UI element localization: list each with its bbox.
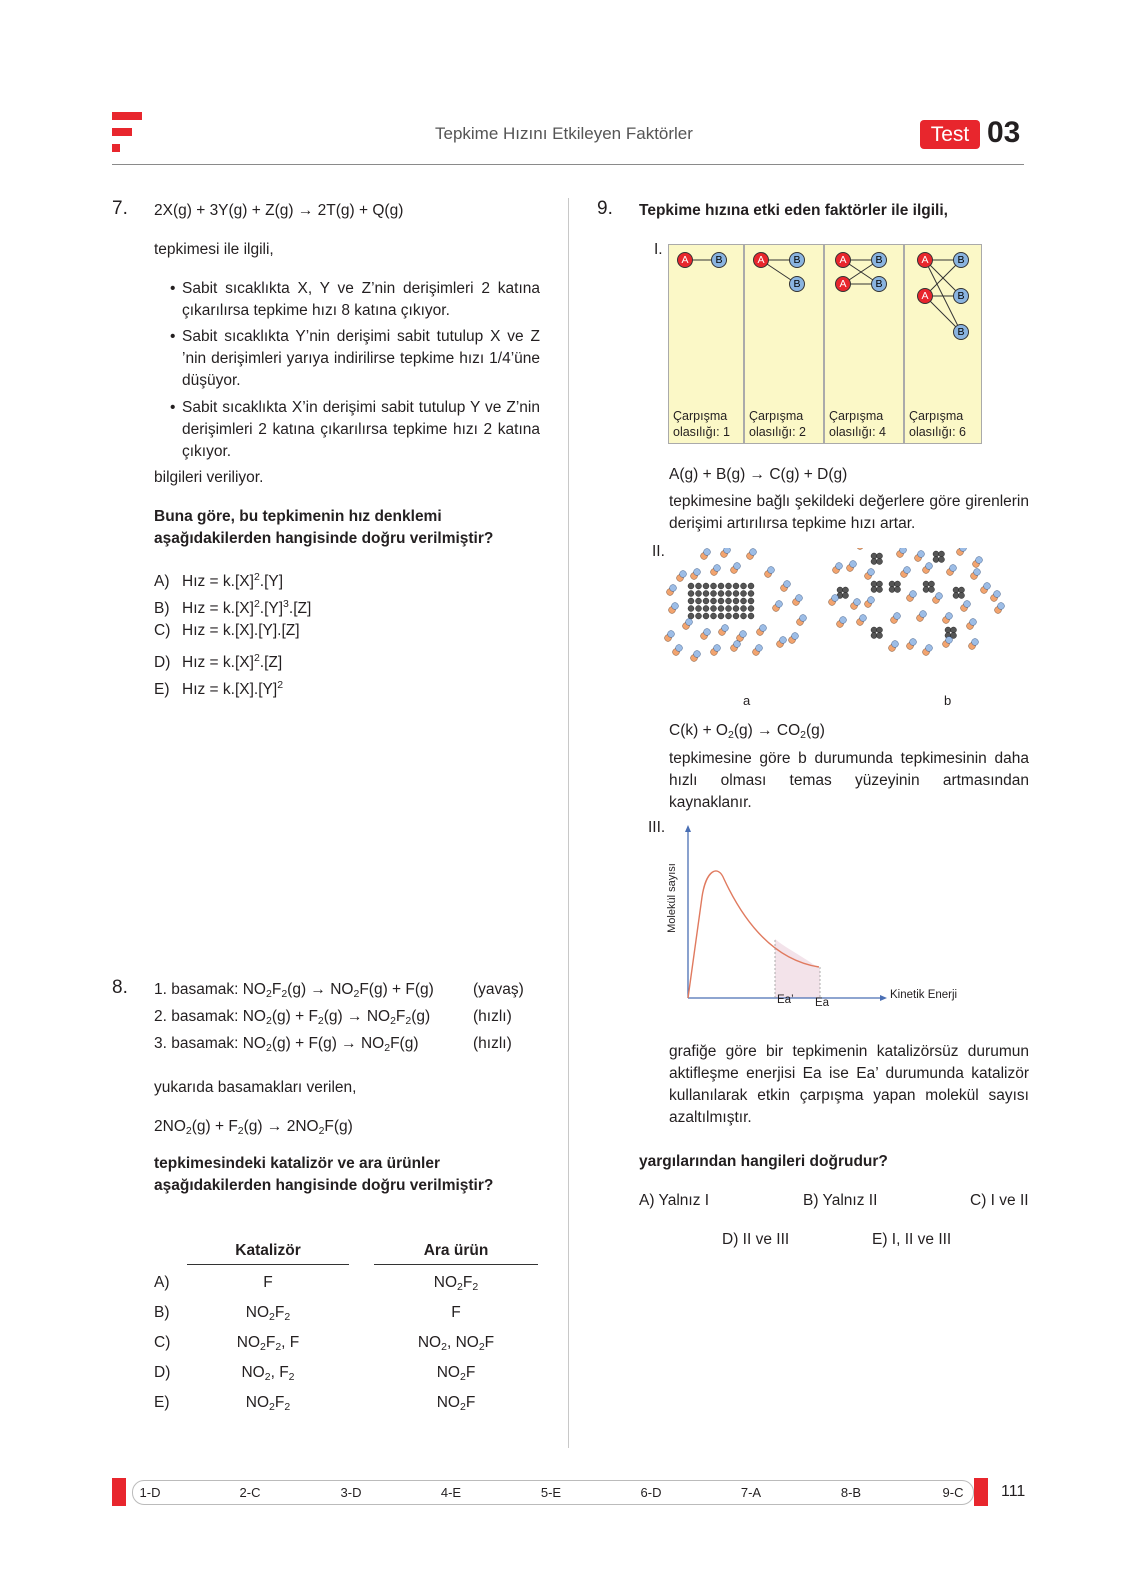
answer-1: 1-D	[139, 1485, 161, 1500]
option-catalyst: $NO_2F_2$	[245, 1304, 291, 1323]
oxygen-molecule	[731, 563, 741, 574]
oxygen-molecule	[891, 613, 901, 624]
collision-label: Çarpışma olasılığı: 1	[673, 409, 730, 439]
oxygen-molecule	[737, 631, 747, 642]
q9-ii-label: II.	[652, 543, 665, 560]
carbon-cluster	[889, 581, 901, 593]
q9-stem: Tepkime hızına etki eden faktörler ile ilgili,	[639, 202, 948, 219]
carbon-cluster	[871, 581, 883, 593]
oxygen-molecule	[777, 637, 787, 648]
option-letter: B)	[154, 1304, 170, 1321]
oxygen-molecule	[851, 599, 861, 610]
collision-panel-3	[824, 244, 904, 444]
q9-ii-b-label: b	[944, 693, 952, 708]
carbon-atom	[711, 613, 717, 619]
oxygen-molecule	[773, 601, 783, 612]
option-intermediate: $NO_2$, $NO_2F$	[417, 1334, 495, 1353]
q8-step-2-rate: (hızlı)	[473, 1008, 512, 1025]
carbon-cluster	[871, 553, 883, 565]
page-number: 111	[1001, 1483, 1026, 1500]
column-divider	[568, 198, 569, 1448]
carbon-atom	[726, 591, 732, 597]
option-catalyst: F	[263, 1274, 273, 1291]
oxygen-molecule	[857, 548, 867, 549]
q9-option-a[interactable]: A) Yalnız I	[639, 1192, 710, 1209]
option-letter: A)	[154, 1274, 170, 1291]
oxygen-molecule	[669, 603, 679, 614]
carbon-atom	[711, 606, 717, 612]
oxygen-molecule	[691, 569, 701, 580]
carbon-atom	[741, 613, 747, 619]
carbon-atom	[688, 591, 694, 597]
oxygen-molecule	[917, 611, 927, 622]
node-b: B	[953, 288, 969, 304]
q9-option-d[interactable]: D) II ve III	[722, 1231, 790, 1248]
answer-5: 5-E	[540, 1485, 562, 1500]
oxygen-molecule	[907, 639, 917, 650]
q9-question: yargılarından hangileri doğrudur?	[639, 1153, 888, 1170]
q7-outro: bilgileri veriliyor.	[154, 469, 264, 486]
oxygen-molecule	[837, 617, 847, 628]
energy-distribution-graph	[664, 822, 994, 1012]
carbon-atom	[703, 583, 709, 589]
carbon-atom	[703, 613, 709, 619]
answer-7: 7-A	[740, 1485, 762, 1500]
carbon-atom	[733, 591, 739, 597]
oxygen-molecule	[667, 585, 677, 596]
oxygen-molecule	[701, 549, 711, 560]
carbon-atom	[696, 583, 702, 589]
carbon-cluster	[871, 627, 883, 639]
oxygen-molecule	[857, 615, 867, 626]
carbon-atom	[703, 591, 709, 597]
option-intermediate: $NO_2F$	[436, 1394, 476, 1413]
node-b: B	[953, 324, 969, 340]
carbon-atom	[688, 583, 694, 589]
option-letter: E)	[154, 1394, 170, 1411]
oxygen-molecule	[789, 633, 799, 644]
collision-label: Çarpışma olasılığı: 6	[909, 409, 966, 439]
carbon-atom	[718, 591, 724, 597]
oxygen-molecule	[865, 569, 875, 580]
question-8-number: 8.	[112, 977, 128, 998]
carbon-cluster	[923, 581, 935, 593]
oxygen-molecule	[991, 591, 1001, 602]
carbon-atom	[733, 583, 739, 589]
carbon-atom	[718, 583, 724, 589]
oxygen-molecule	[683, 619, 693, 630]
carbon-atom	[726, 583, 732, 589]
q7-equation: 2X(g) + 3Y(g) + Z(g) → 2T(g) + Q(g)	[154, 202, 404, 219]
carbon-atom	[733, 606, 739, 612]
carbon-atom	[748, 583, 754, 589]
q8-overall-equation: $2NO_2(g) + F_2(g) \to 2NO_2F(g)$	[154, 1118, 353, 1137]
q8-col-intermediate: Ara ürün	[423, 1242, 489, 1259]
q8-col-catalyst: Katalizör	[235, 1242, 301, 1259]
node-a: A	[677, 252, 693, 268]
carbon-atom	[726, 613, 732, 619]
node-a: A	[835, 252, 851, 268]
carbon-atom	[733, 613, 739, 619]
node-b: B	[789, 252, 805, 268]
oxygen-molecule	[901, 567, 911, 578]
node-a: A	[835, 276, 851, 292]
carbon-cluster	[945, 627, 957, 639]
collision-panel-2	[744, 244, 824, 444]
oxygen-molecule	[889, 641, 899, 652]
q9-iii-text: grafiğe göre bir tepkimenin katalizörsüz durumun aktifleşme enerjisi Ea ise Ea’ durumunda katalizör kullanılarak etkin çarpışma yapan molekül sayısı azaltılmıştır.	[669, 1043, 1029, 1126]
option-intermediate: $NO_2F$	[436, 1364, 476, 1383]
oxygen-molecule	[719, 625, 729, 636]
oxygen-molecule	[757, 625, 767, 636]
q9-ii-equation: $C(k) + O_2(g) \to CO_2(g)$	[669, 722, 825, 741]
oxygen-molecule	[797, 615, 807, 626]
oxygen-molecule	[721, 548, 731, 557]
carbon-atom	[718, 606, 724, 612]
option-intermediate: $NO_2F_2$	[433, 1274, 479, 1293]
carbon-atom	[748, 591, 754, 597]
q7-bullet-2: • Sabit sıcaklıkta Y’nin derişimi sabit tutulup X ve Z ’nin derişimleri yarıya indirilirse tepkime hızı 1/4’üne düşüyor.	[170, 328, 540, 389]
node-b: B	[871, 252, 887, 268]
q8-step-3-rate: (hızlı)	[473, 1035, 512, 1052]
option-intermediate: F	[451, 1304, 461, 1321]
graph-x-label: Kinetik Enerji	[890, 989, 958, 1001]
q9-i-text: tepkimesine bağlı şekildeki değerlere göre girenlerin derişimi artırılırsa tepkime hızı artar.	[669, 493, 1029, 532]
oxygen-molecule	[923, 563, 933, 574]
collision-label: Çarpışma olasılığı: 4	[829, 409, 886, 439]
oxygen-molecule	[701, 629, 711, 640]
option-catalyst: $NO_2F_2$	[245, 1394, 291, 1413]
q7-intro: tepkimesi ile ilgili,	[154, 241, 274, 258]
oxygen-molecule	[829, 595, 839, 606]
oxygen-molecule	[677, 571, 687, 582]
oxygen-molecule	[933, 593, 943, 604]
oxygen-molecule	[923, 645, 933, 656]
carbon-atom	[748, 606, 754, 612]
oxygen-molecule	[765, 567, 775, 578]
node-b: B	[711, 252, 727, 268]
q8-step-1-rate: (yavaş)	[473, 981, 524, 998]
oxygen-molecule	[981, 583, 991, 594]
carbon-atom	[718, 613, 724, 619]
answer-4: 4-E	[440, 1485, 462, 1500]
q7-option-a[interactable]: A) Hız = $k.[X]^2.[Y]$	[154, 571, 284, 590]
oxygen-molecule	[665, 631, 675, 642]
carbon-atom	[688, 606, 694, 612]
test-number: 03	[987, 116, 1021, 149]
carbon-atom	[711, 598, 717, 604]
oxygen-molecule	[967, 619, 977, 630]
graph-ea-prime: Ea’	[777, 994, 794, 1006]
q7-option-b[interactable]: B) Hız = $k.[X]^2.[Y]^3.[Z]$	[154, 598, 312, 617]
carbon-atom	[741, 598, 747, 604]
carbon-atom	[711, 591, 717, 597]
carbon-atom	[733, 598, 739, 604]
q8-intro: yukarıda basamakları verilen,	[154, 1079, 357, 1096]
node-b: B	[871, 276, 887, 292]
header-rule	[112, 164, 1024, 165]
carbon-atom	[718, 598, 724, 604]
carbon-cluster	[953, 587, 965, 599]
surface-area-illustration	[664, 548, 1036, 688]
answer-3: 3-D	[340, 1485, 362, 1500]
oxygen-molecule	[865, 597, 875, 608]
oxygen-molecule	[711, 565, 721, 576]
carbon-atom	[726, 606, 732, 612]
oxygen-molecule	[969, 639, 979, 650]
q8-step-3: 3. basamak: $NO_2(g) + F(g) \to NO_2F(g)$	[154, 1035, 419, 1054]
oxygen-molecule	[753, 645, 763, 656]
oxygen-molecule	[781, 581, 791, 592]
node-b: B	[789, 276, 805, 292]
oxygen-molecule	[943, 613, 953, 624]
oxygen-molecule	[731, 641, 741, 652]
q8-step-1: 1. basamak: $NO_2F_2(g) \to NO_2F(g) + F(g)$	[154, 981, 434, 1000]
oxygen-molecule	[995, 603, 1005, 614]
graph-ea: Ea	[815, 997, 830, 1009]
oxygen-molecule	[833, 563, 843, 574]
oxygen-molecule	[943, 637, 953, 648]
oxygen-molecule	[673, 645, 683, 656]
q8-col-catalyst-rule	[187, 1264, 349, 1265]
q9-i-equation: A(g) + B(g) → C(g) + D(g)	[669, 466, 848, 483]
q8-step-2: 2. basamak: $NO_2(g) + F_2(g) \to NO_2F_2(g)$	[154, 1008, 431, 1027]
carbon-atom	[696, 613, 702, 619]
carbon-cluster	[837, 587, 849, 599]
carbon-atom	[726, 598, 732, 604]
carbon-atom	[696, 606, 702, 612]
node-a: A	[917, 252, 933, 268]
collision-label: Çarpışma olasılığı: 2	[749, 409, 806, 439]
q9-option-c[interactable]: C) I ve II	[970, 1192, 1029, 1209]
graph-y-label: Molekül sayısı	[666, 863, 678, 933]
carbon-atom	[703, 606, 709, 612]
oxygen-molecule	[691, 651, 701, 662]
oxygen-molecule	[915, 551, 925, 562]
answer-9: 9-C	[942, 1485, 964, 1500]
carbon-atom	[703, 598, 709, 604]
q9-i-label: I.	[654, 241, 663, 258]
oxygen-molecule	[847, 561, 857, 572]
option-catalyst: $NO_2F_2$, F	[236, 1334, 300, 1353]
carbon-cluster	[933, 551, 945, 563]
carbon-atom	[696, 591, 702, 597]
oxygen-molecule	[961, 601, 971, 612]
q9-option-e[interactable]: E) I, II ve III	[872, 1231, 952, 1248]
carbon-atom	[688, 598, 694, 604]
oxygen-molecule	[971, 569, 981, 580]
test-badge: Test	[920, 120, 980, 149]
answer-6: 6-D	[640, 1485, 662, 1500]
carbon-atom	[741, 583, 747, 589]
node-a: A	[753, 252, 769, 268]
q8-col-intermediate-rule	[374, 1264, 538, 1265]
carbon-atom	[741, 591, 747, 597]
q7-option-d[interactable]: D) Hız = $k.[X]^2.[Z]$	[154, 652, 283, 671]
collision-panel-4	[904, 244, 982, 444]
node-a: A	[917, 288, 933, 304]
q7-option-c[interactable]: C) Hız = k.[X].[Y].[Z]	[154, 622, 300, 639]
oxygen-molecule	[973, 557, 983, 568]
option-letter: C)	[154, 1334, 171, 1351]
q7-bullet-3: • Sabit sıcaklıkta X’in derişimi sabit tutulup Y ve Z’nin derişimleri 2 katına çıkarılırsa tepkime hızı 2 katına çıkıyor.	[170, 399, 540, 460]
oxygen-molecule	[907, 591, 917, 602]
oxygen-molecule	[747, 549, 757, 560]
oxygen-molecule	[947, 565, 957, 576]
header-title: Tepkime Hızını Etkileyen Faktörler	[435, 124, 693, 143]
oxygen-molecule	[793, 595, 803, 606]
carbon-atom	[688, 613, 694, 619]
q9-ii-a-label: a	[743, 693, 751, 708]
q9-iii-label: III.	[648, 819, 666, 836]
answer-2: 2-C	[239, 1485, 261, 1500]
carbon-atom	[741, 606, 747, 612]
q8-question: tepkimesindeki katalizör ve ara ürünler aşağıdakilerden hangisinde doğru verilmiştir?	[154, 1155, 494, 1194]
carbon-atom	[748, 598, 754, 604]
option-catalyst: $NO_2$, $F_2$	[241, 1364, 295, 1383]
carbon-atom	[748, 613, 754, 619]
q7-question: Buna göre, bu tepkimenin hız denklemi aşağıdakilerden hangisinde doğru verilmiştir?	[154, 508, 494, 547]
question-9-number: 9.	[597, 198, 613, 219]
q9-ii-text: tepkimesine göre b durumunda tepkimesinin daha hızlı olması temas yüzeyinin artmasından kaynaklanır.	[669, 750, 1029, 811]
carbon-atom	[696, 598, 702, 604]
oxygen-molecule	[957, 548, 967, 555]
node-b: B	[953, 252, 969, 268]
question-7-number: 7.	[112, 198, 128, 219]
oxygen-molecule	[711, 645, 721, 656]
oxygen-molecule	[897, 548, 907, 557]
answer-8: 8-B	[840, 1485, 862, 1500]
q9-option-b[interactable]: B) Yalnız II	[803, 1192, 878, 1209]
collision-panel-1	[668, 244, 744, 444]
option-letter: D)	[154, 1364, 171, 1381]
q7-option-e[interactable]: E) Hız = $k.[X].[Y]^2$	[154, 679, 284, 698]
carbon-atom	[711, 583, 717, 589]
q7-bullet-1: • Sabit sıcaklıkta X, Y ve Z’nin derişimleri 2 katına çıkarılırsa tepkime hızı 8 katına çıkıyor.	[170, 280, 540, 319]
